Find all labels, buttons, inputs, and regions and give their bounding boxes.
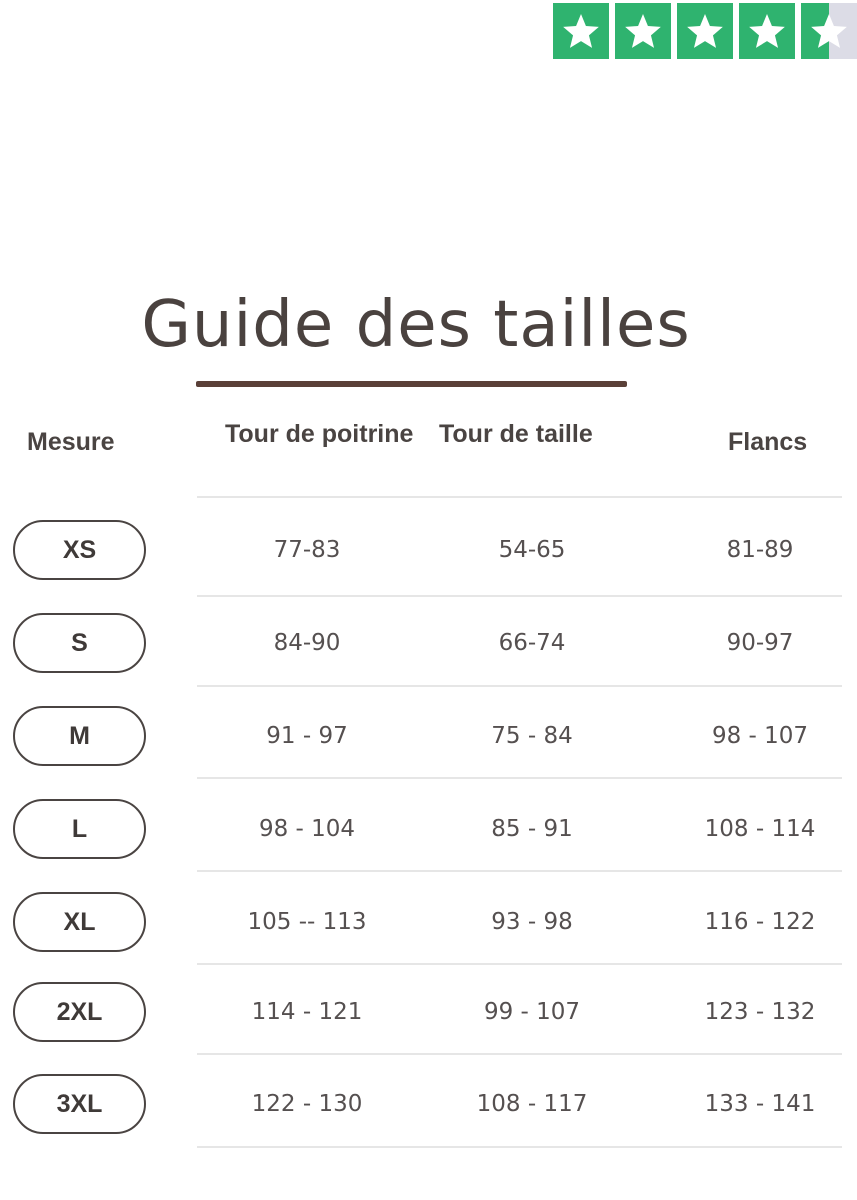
cell-waist: 66-74 [498, 630, 566, 656]
cell-chest: 122 - 130 [251, 1091, 363, 1117]
cell-hips: 133 - 141 [704, 1091, 816, 1117]
star-icon [685, 11, 725, 51]
header-hips: Flancs [728, 428, 808, 456]
size-badge: S [13, 613, 146, 673]
star-icon [809, 11, 849, 51]
rating-star-5-partial [801, 3, 857, 59]
cell-hips: 116 - 122 [704, 909, 816, 935]
cell-waist: 108 - 117 [476, 1091, 588, 1117]
size-badge: 2XL [13, 982, 146, 1042]
rating-star-1 [553, 3, 609, 59]
size-badge: XS [13, 520, 146, 580]
size-badge: L [13, 799, 146, 859]
cell-waist: 75 - 84 [491, 723, 573, 749]
row-divider [197, 595, 842, 597]
cell-chest: 114 - 121 [251, 999, 363, 1025]
star-icon [561, 11, 601, 51]
star-icon [623, 11, 663, 51]
cell-hips: 123 - 132 [704, 999, 816, 1025]
row-divider [197, 870, 842, 872]
page-title: Guide des tailles [141, 288, 691, 362]
row-divider [197, 963, 842, 965]
cell-waist: 85 - 91 [491, 816, 573, 842]
size-badge: 3XL [13, 1074, 146, 1134]
cell-chest: 77-83 [273, 537, 341, 563]
cell-chest: 84-90 [273, 630, 341, 656]
rating-star-4 [739, 3, 795, 59]
rating-star-3 [677, 3, 733, 59]
cell-chest: 91 - 97 [266, 723, 348, 749]
row-divider [197, 496, 842, 498]
cell-hips: 98 - 107 [711, 723, 809, 749]
star-icon [747, 11, 787, 51]
cell-waist: 99 - 107 [483, 999, 581, 1025]
size-badge: XL [13, 892, 146, 952]
cell-waist: 54-65 [498, 537, 566, 563]
rating-star-2 [615, 3, 671, 59]
cell-waist: 93 - 98 [491, 909, 573, 935]
cell-hips: 108 - 114 [704, 816, 816, 842]
row-divider [197, 1146, 842, 1148]
cell-hips: 81-89 [726, 537, 794, 563]
header-waist: Tour de taille [439, 420, 593, 448]
row-divider [197, 685, 842, 687]
row-divider [197, 1053, 842, 1055]
size-badge: M [13, 706, 146, 766]
row-divider [197, 777, 842, 779]
header-measure: Mesure [27, 428, 115, 456]
title-underline [196, 381, 627, 387]
header-chest: Tour de poitrine [225, 420, 414, 448]
cell-chest: 98 - 104 [258, 816, 356, 842]
cell-hips: 90-97 [726, 630, 794, 656]
star-rating [553, 3, 857, 59]
cell-chest: 105 -- 113 [247, 909, 367, 935]
